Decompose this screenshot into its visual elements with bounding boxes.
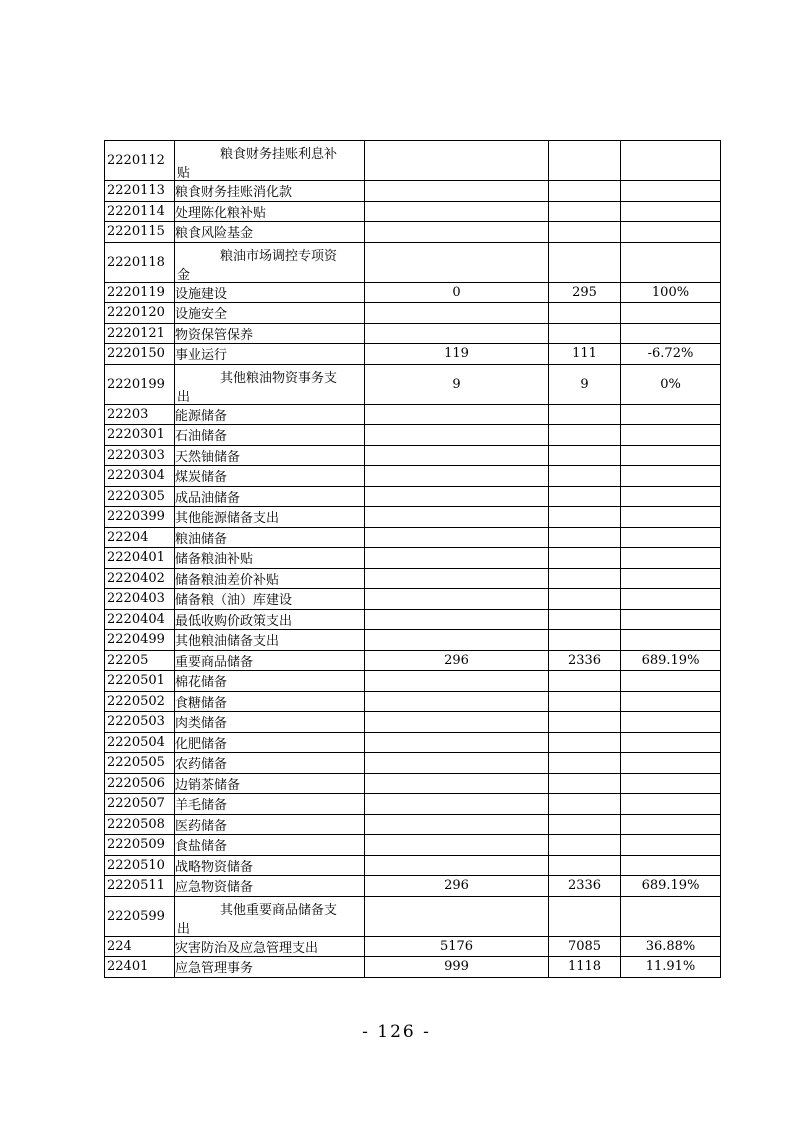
growth-rate [621,630,721,651]
value-prior [365,630,549,651]
value-prior: 0 [365,282,549,303]
growth-rate [621,773,721,794]
value-current: 1118 [549,957,621,978]
table-body [105,141,721,978]
account-code: 2220115 [105,222,175,243]
table-row [105,568,721,589]
table-row [105,548,721,569]
growth-rate [621,691,721,712]
account-code: 2220504 [105,732,175,753]
growth-rate: 11.91% [621,957,721,978]
account-name: 粮油储备 [175,527,365,548]
account-name: 灾害防治及应急管理支出 [175,936,365,957]
growth-rate [621,466,721,487]
account-name [175,364,365,404]
table-row [105,527,721,548]
account-name: 重要商品储备 [175,650,365,671]
value-current [549,630,621,651]
table-row [105,303,721,324]
account-name-line2: 出 [177,389,191,404]
account-code: 2220112 [105,141,175,181]
account-code: 224 [105,936,175,957]
growth-rate [621,507,721,528]
value-current [549,794,621,815]
table-row [105,364,721,404]
account-code: 2220403 [105,589,175,610]
value-current [549,242,621,282]
value-current [549,753,621,774]
growth-rate [621,222,721,243]
value-prior [365,527,549,548]
value-current [549,466,621,487]
account-code: 2220599 [105,896,175,936]
value-current [549,568,621,589]
value-current: 295 [549,282,621,303]
value-prior [365,568,549,589]
growth-rate [621,753,721,774]
value-current [549,773,621,794]
account-code: 2220118 [105,242,175,282]
account-name-line1: 粮食财务挂账利息补 [220,147,338,162]
account-code: 2220511 [105,876,175,897]
account-code: 2220509 [105,835,175,856]
value-prior [365,671,549,692]
account-name: 设施建设 [175,282,365,303]
account-code: 2220301 [105,425,175,446]
growth-rate [621,712,721,733]
value-prior [365,425,549,446]
account-name: 储备粮（油）库建设 [175,589,365,610]
account-code: 2220114 [105,201,175,222]
value-current [549,855,621,876]
account-name [175,141,365,181]
value-current [549,141,621,181]
account-name: 成品油储备 [175,486,365,507]
value-current: 111 [549,344,621,365]
account-code: 2220119 [105,282,175,303]
table-row [105,344,721,365]
value-prior [365,404,549,425]
value-prior [365,773,549,794]
growth-rate: 689.19% [621,876,721,897]
table-row [105,507,721,528]
account-code: 2220505 [105,753,175,774]
growth-rate [621,323,721,344]
account-name: 能源储备 [175,404,365,425]
account-name: 事业运行 [175,344,365,365]
value-current [549,201,621,222]
value-current [549,835,621,856]
value-current [549,425,621,446]
account-code: 22401 [105,957,175,978]
growth-rate [621,486,721,507]
account-code: 2220503 [105,712,175,733]
value-current: 2336 [549,876,621,897]
account-code: 2220402 [105,568,175,589]
growth-rate: 100% [621,282,721,303]
growth-rate [621,181,721,202]
page-number: - 126 - [362,1022,431,1042]
account-code: 2220501 [105,671,175,692]
table-row [105,323,721,344]
account-name: 物资保管保养 [175,323,365,344]
table-row [105,486,721,507]
value-prior [365,445,549,466]
account-name: 储备粮油补贴 [175,548,365,569]
growth-rate [621,671,721,692]
growth-rate [621,609,721,630]
growth-rate [621,242,721,282]
value-prior [365,712,549,733]
value-current [549,404,621,425]
account-code: 2220507 [105,794,175,815]
value-current [549,303,621,324]
account-code: 2220150 [105,344,175,365]
table-row [105,425,721,446]
table-row [105,936,721,957]
table-row [105,712,721,733]
table-row [105,753,721,774]
growth-rate [621,732,721,753]
account-name: 煤炭储备 [175,466,365,487]
account-code: 2220510 [105,855,175,876]
budget-table [104,140,721,978]
value-prior [365,794,549,815]
account-name: 食盐储备 [175,835,365,856]
table-row [105,957,721,978]
account-name: 边销茶储备 [175,773,365,794]
value-prior: 296 [365,876,549,897]
account-name: 粮食财务挂账消化款 [175,181,365,202]
growth-rate [621,425,721,446]
account-name: 石油储备 [175,425,365,446]
value-prior [365,242,549,282]
account-name: 粮食风险基金 [175,222,365,243]
table-row [105,141,721,181]
table-row [105,201,721,222]
growth-rate [621,404,721,425]
account-name: 战略物资储备 [175,855,365,876]
account-name-line1: 其他粮油物资事务支 [220,370,338,386]
value-current: 2336 [549,650,621,671]
table-row [105,855,721,876]
account-name: 化肥储备 [175,732,365,753]
growth-rate: 0% [621,364,721,404]
account-code: 2220506 [105,773,175,794]
table-row [105,609,721,630]
value-prior [365,609,549,630]
table-row [105,242,721,282]
account-name: 储备粮油差价补贴 [175,568,365,589]
account-code: 22203 [105,404,175,425]
account-name: 天然铀储备 [175,445,365,466]
table-row [105,404,721,425]
table-row [105,876,721,897]
table-row [105,466,721,487]
account-code: 2220305 [105,486,175,507]
account-code: 22205 [105,650,175,671]
account-name-line1: 粮油市场调控专项资 [220,248,338,264]
account-name-line2: 金 [177,267,191,282]
value-prior [365,548,549,569]
value-current [549,814,621,835]
growth-rate [621,855,721,876]
account-code: 2220113 [105,181,175,202]
account-name: 其他粮油储备支出 [175,630,365,651]
growth-rate [621,527,721,548]
table-row [105,896,721,936]
account-name-line2: 出 [177,921,191,936]
value-current [549,323,621,344]
value-current [549,181,621,202]
table-row [105,445,721,466]
account-code: 2220121 [105,323,175,344]
value-prior [365,201,549,222]
value-prior [365,507,549,528]
account-code: 22204 [105,527,175,548]
value-current [549,732,621,753]
account-name: 羊毛储备 [175,794,365,815]
table-row [105,732,721,753]
account-name [175,242,365,282]
account-name: 农药储备 [175,753,365,774]
account-name: 棉花储备 [175,671,365,692]
account-name: 医药储备 [175,814,365,835]
account-code: 2220404 [105,609,175,630]
account-code: 2220399 [105,507,175,528]
growth-rate: 36.88% [621,936,721,957]
value-current [549,548,621,569]
value-prior [365,466,549,487]
account-name: 最低收购价政策支出 [175,609,365,630]
value-prior [365,855,549,876]
value-current: 9 [549,364,621,404]
value-current [549,222,621,243]
value-prior [365,753,549,774]
account-name: 肉类储备 [175,712,365,733]
value-prior [365,589,549,610]
account-name: 食糖储备 [175,691,365,712]
growth-rate [621,814,721,835]
table-row [105,814,721,835]
growth-rate: 689.19% [621,650,721,671]
value-prior [365,141,549,181]
growth-rate [621,794,721,815]
growth-rate [621,201,721,222]
table-row [105,630,721,651]
account-name: 其他能源储备支出 [175,507,365,528]
account-code: 2220499 [105,630,175,651]
account-code: 2220303 [105,445,175,466]
account-code: 2220199 [105,364,175,404]
account-code: 2220401 [105,548,175,569]
table-row [105,181,721,202]
value-current: 7085 [549,936,621,957]
value-prior [365,181,549,202]
value-prior: 9 [365,364,549,404]
growth-rate [621,589,721,610]
value-prior: 119 [365,344,549,365]
table-row [105,650,721,671]
value-prior [365,732,549,753]
value-prior: 999 [365,957,549,978]
account-code: 2220120 [105,303,175,324]
account-name-line1: 其他重要商品储备支 [220,902,338,918]
value-current [549,527,621,548]
growth-rate [621,568,721,589]
growth-rate [621,835,721,856]
growth-rate [621,445,721,466]
account-name: 设施安全 [175,303,365,324]
account-code: 2220508 [105,814,175,835]
account-name: 处理陈化粮补贴 [175,201,365,222]
value-current [549,896,621,936]
value-current [549,507,621,528]
growth-rate [621,896,721,936]
value-prior [365,896,549,936]
value-prior [365,835,549,856]
table-row [105,773,721,794]
value-current [549,445,621,466]
value-prior [365,486,549,507]
value-current [549,589,621,610]
value-prior: 296 [365,650,549,671]
value-current [549,486,621,507]
growth-rate [621,303,721,324]
table-row [105,671,721,692]
table-row [105,691,721,712]
account-code: 2220502 [105,691,175,712]
value-prior [365,222,549,243]
table-row [105,794,721,815]
value-current [549,671,621,692]
value-current [549,609,621,630]
table-row [105,835,721,856]
growth-rate: -6.72% [621,344,721,365]
growth-rate [621,548,721,569]
value-prior [365,303,549,324]
account-name [175,896,365,936]
account-name: 应急物资储备 [175,876,365,897]
table-row [105,589,721,610]
value-prior: 5176 [365,936,549,957]
account-name-line2: 贴 [177,166,191,181]
table-row [105,222,721,243]
table-row [105,282,721,303]
value-current [549,691,621,712]
value-current [549,712,621,733]
value-prior [365,323,549,344]
account-name: 应急管理事务 [175,957,365,978]
value-prior [365,814,549,835]
value-prior [365,691,549,712]
account-code: 2220304 [105,466,175,487]
growth-rate [621,141,721,181]
